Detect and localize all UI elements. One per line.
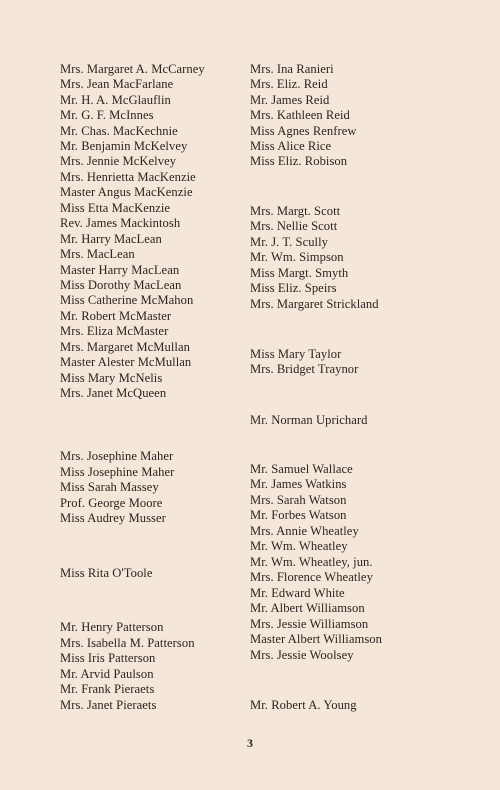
left-name-entry: Miss Sarah Massey xyxy=(60,480,159,494)
left-name-entry: Mrs. Jean MacFarlane xyxy=(60,77,174,91)
right-name-entry: Mr. Wm. Wheatley, jun. xyxy=(250,555,373,569)
right-name-entry: Mrs. Margt. Scott xyxy=(250,204,341,218)
right-name-entry: Mrs. Nellie Scott xyxy=(250,219,338,233)
right-name-entry: Mrs. Jessie Williamson xyxy=(250,617,369,631)
left-name-entry: Mr. Benjamin McKelvey xyxy=(60,139,188,153)
left-name-entry: Miss Etta MacKenzie xyxy=(60,201,171,215)
right-name-entry: Mr. Edward White xyxy=(250,586,345,600)
left-name-entry: Mrs. Janet McQueen xyxy=(60,386,167,400)
left-name-entry: Mrs. Josephine Maher xyxy=(60,449,174,463)
left-name-entry: Mrs. MacLean xyxy=(60,247,135,261)
right-name-entry: Mrs. Bridget Traynor xyxy=(250,362,359,376)
left-name-entry: Mrs. Henrietta MacKenzie xyxy=(60,170,196,184)
right-name-entry: Miss Alice Rice xyxy=(250,139,332,153)
right-name-entry: Mr. Albert Williamson xyxy=(250,601,365,615)
right-name-entry: Mrs. Margaret Strickland xyxy=(250,297,379,311)
left-name-entry: Miss Catherine McMahon xyxy=(60,293,194,307)
right-name-entry: Mrs. Eliz. Reid xyxy=(250,77,328,91)
left-name-entry: Miss Josephine Maher xyxy=(60,465,175,479)
right-name-entry: Mrs. Sarah Watson xyxy=(250,493,347,507)
right-name-entry: Master Albert Williamson xyxy=(250,632,382,646)
left-name-entry: Mr. Chas. MacKechnie xyxy=(60,124,178,138)
left-name-entry: Mrs. Isabella M. Patterson xyxy=(60,636,195,650)
left-name-entry: Mrs. Eliza McMaster xyxy=(60,324,169,338)
right-name-entry: Miss Mary Taylor xyxy=(250,347,342,361)
left-name-entry: Miss Dorothy MacLean xyxy=(60,278,182,292)
right-name-entry: Miss Eliz. Speirs xyxy=(250,281,337,295)
left-name-entry: Miss Rita O'Toole xyxy=(60,566,153,580)
left-name-entry: Miss Audrey Musser xyxy=(60,511,166,525)
left-name-entry: Mr. Robert McMaster xyxy=(60,309,172,323)
right-name-entry: Mr. Forbes Watson xyxy=(250,508,347,522)
right-name-entry: Mr. Robert A. Young xyxy=(250,698,357,712)
left-name-entry: Mr. Harry MacLean xyxy=(60,232,162,246)
right-name-entry: Mrs. Jessie Woolsey xyxy=(250,648,354,662)
right-name-entry: Miss Agnes Renfrew xyxy=(250,124,357,138)
right-name-entry: Mr. James Reid xyxy=(250,93,330,107)
right-name-entry: Mr. James Watkins xyxy=(250,477,347,491)
right-name-entry: Mrs. Kathleen Reid xyxy=(250,108,350,122)
page-number: 3 xyxy=(247,736,253,750)
left-name-entry: Rev. James Mackintosh xyxy=(60,216,181,230)
left-name-entry: Mr. Arvid Paulson xyxy=(60,667,154,681)
left-name-entry: Mrs. Janet Pieraets xyxy=(60,698,157,712)
left-name-entry: Mrs. Margaret McMullan xyxy=(60,340,190,354)
left-name-entry: Prof. George Moore xyxy=(60,496,163,510)
right-name-entry: Mrs. Annie Wheatley xyxy=(250,524,359,538)
left-name-entry: Master Harry MacLean xyxy=(60,263,180,277)
right-name-entry: Mr. Wm. Wheatley xyxy=(250,539,348,553)
left-name-entry: Mr. Frank Pieraets xyxy=(60,682,155,696)
left-name-entry: Mr. G. F. McInnes xyxy=(60,108,154,122)
left-name-entry: Miss Mary McNelis xyxy=(60,371,163,385)
left-name-entry: Mr. Henry Patterson xyxy=(60,620,164,634)
right-name-entry: Mr. Norman Uprichard xyxy=(250,413,368,427)
right-name-entry: Miss Margt. Smyth xyxy=(250,266,349,280)
right-name-entry: Mrs. Ina Ranieri xyxy=(250,62,334,76)
left-name-entry: Mrs. Jennie McKelvey xyxy=(60,154,177,168)
right-name-entry: Mr. J. T. Scully xyxy=(250,235,329,249)
right-name-entry: Miss Eliz. Robison xyxy=(250,154,348,168)
right-name-entry: Mr. Wm. Simpson xyxy=(250,250,344,264)
right-name-entry: Mr. Samuel Wallace xyxy=(250,462,353,476)
left-name-entry: Master Alester McMullan xyxy=(60,355,192,369)
left-name-entry: Mr. H. A. McGlauflin xyxy=(60,93,171,107)
left-name-entry: Mrs. Margaret A. McCarney xyxy=(60,62,205,76)
right-name-entry: Mrs. Florence Wheatley xyxy=(250,570,373,584)
left-name-entry: Miss Iris Patterson xyxy=(60,651,156,665)
left-name-entry: Master Angus MacKenzie xyxy=(60,185,193,199)
